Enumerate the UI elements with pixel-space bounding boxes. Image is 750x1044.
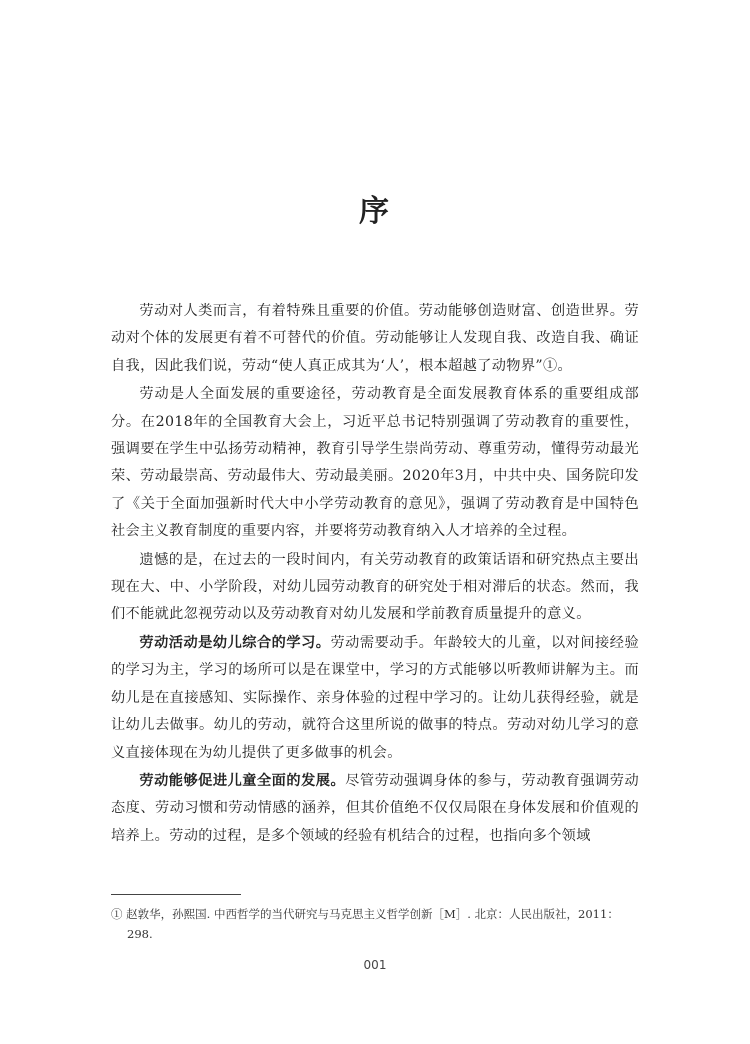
paragraph-text: 遗憾的是，在过去的一段时间内，有关劳动教育的政策话语和研究热点主要出现在大、中、小学阶段，对幼儿园劳动教育的研究处于相对滞后的状态。然而，我们不能就此忽视劳动以及劳动教育对幼儿发展和学前教育质量提升的意义。 bbox=[111, 551, 639, 623]
paragraph-3 bbox=[111, 547, 639, 629]
paragraph-1 bbox=[111, 298, 639, 380]
footnote bbox=[111, 904, 641, 944]
page-number: 001 bbox=[363, 958, 387, 972]
paragraph-text: 尽管劳动强调身体的参与，劳动教育强调劳动态度、劳动习惯和劳动情感的涵养，但其价值绝不仅仅局限在身体发展和价值观的培养上。劳动的过程，是多个领域的经验有机结合的过程，也指向多个领域 bbox=[111, 772, 639, 844]
paragraph-4 bbox=[111, 630, 639, 767]
footnote-marker: ① bbox=[111, 907, 123, 921]
body-text bbox=[111, 298, 639, 850]
paragraph-text: 劳动对人类而言，有着特殊且重要的价值。劳动能够创造财富、创造世界。劳动对个体的发展更有着不可替代的价值。劳动能够让人发现自我、改造自我、确证自我，因此我们说，劳动“使人真正成其为‘人’，根本超越了动物界”①。 bbox=[111, 303, 639, 374]
footnote-divider bbox=[111, 894, 241, 895]
paragraph-5 bbox=[111, 768, 639, 850]
paragraph-text: 劳动需要动手。年龄较大的儿童，以对间接经验的学习为主，学习的场所可以是在课堂中，学习的方式能够以听教师讲解为主。而幼儿是在直接感知、实际操作、亲身体验的过程中学习的。让幼儿获得经验，就是让幼儿去做事。幼儿的劳动，就符合这里所说的做事的特点。劳动对幼儿学习的意义直接体现在为幼儿提供了更多做事的机会。 bbox=[111, 634, 639, 761]
paragraph-2 bbox=[111, 381, 639, 545]
footnote-line-1 bbox=[111, 904, 641, 924]
footnote-line-2: 298. bbox=[127, 927, 153, 941]
footnote-text: 赵敦华，孙熙国. 中西哲学的当代研究与马克思主义哲学创新［M］. 北京：人民出版社，2011： bbox=[126, 907, 619, 921]
paragraph-text: 劳动是人全面发展的重要途径，劳动教育是全面发展教育体系的重要组成部分。在2018年的全国教育大会上，习近平总书记特别强调了劳动教育的重要性，强调要在学生中弘扬劳动精神，教育引导学生崇尚劳动、尊重劳动，懂得劳动最光荣、劳动最崇高、劳动最伟大、劳动最美丽。2020年3月，中共中央、国务院印发了《关于全面加强新时代大中小学劳动教育的意见》，强调了劳动教育是中国特色社会主义教育制度的重要内容，并要将劳动教育纳入人才培养的全过程。 bbox=[111, 386, 639, 540]
paragraph-lead: 劳动活动是幼儿综合的学习。 bbox=[139, 634, 331, 651]
paragraph-lead: 劳动能够促进儿童全面的发展。 bbox=[139, 772, 346, 789]
page-title: 序 bbox=[359, 194, 391, 229]
